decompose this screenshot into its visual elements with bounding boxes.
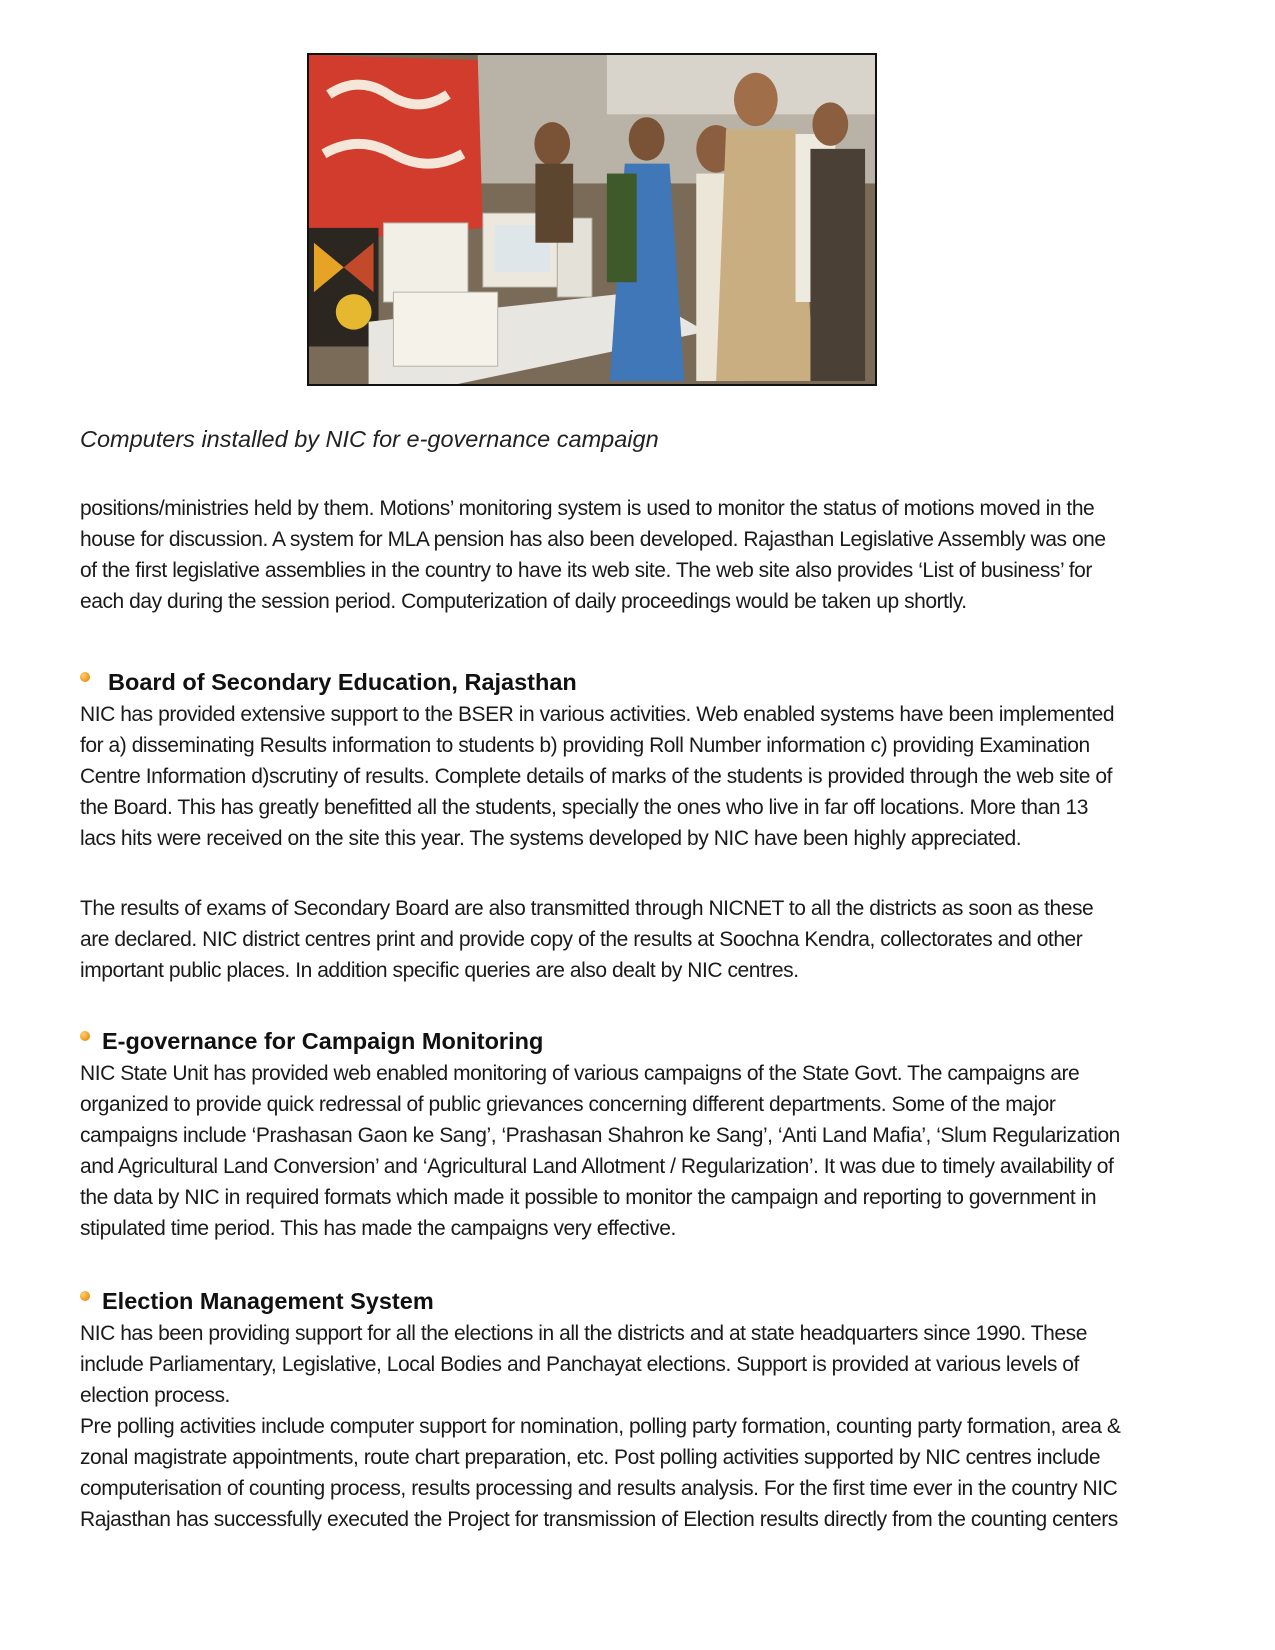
section-heading-text: Board of Secondary Education, Rajasthan [108, 668, 577, 695]
text-line: positions/ministries held by them. Motions’ monitoring system is used to monitor the status of motions moved in the [80, 497, 1095, 520]
section-heading-election-management [80, 1286, 434, 1316]
orange-bullet-icon [80, 1291, 90, 1301]
text-line: The results of exams of Secondary Board are also transmitted through NICNET to all the districts as soon as these [80, 897, 1094, 920]
text-line: campaigns include ‘Prashasan Gaon ke Sang’, ‘Prashasan Shahron ke Sang’, ‘Anti Land Mafia’, ‘Slum Regularization [80, 1124, 1120, 1147]
text-line: of the first legislative assemblies in the country to have its web site. The web site also provides ‘List of business’ for [80, 559, 1092, 582]
text-line: the data by NIC in required formats which made it possible to monitor the campaign and reporting to government in [80, 1186, 1097, 1209]
text-line: computerisation of counting process, results processing and results analysis. For the first time ever in the country NIC [80, 1477, 1118, 1500]
text-line: are declared. NIC district centres print and provide copy of the results at Soochna Kendra, collectorates and other [80, 928, 1083, 951]
election-paragraph [80, 1318, 1195, 1535]
text-line: important public places. In addition specific queries are also dealt by NIC centres. [80, 959, 799, 982]
text-line: house for discussion. A system for MLA pension has also been developed. Rajasthan Legislative Assembly was one [80, 528, 1106, 551]
campaign-photo-illustration [309, 55, 875, 384]
intro-paragraph [80, 493, 1195, 617]
text-line: NIC State Unit has provided web enabled monitoring of various campaigns of the State Govt. The campaigns are [80, 1062, 1080, 1085]
text-line: for a) disseminating Results information to students b) providing Roll Number information c) providing Examination [80, 734, 1090, 757]
section-heading-campaign-monitoring [80, 1026, 543, 1056]
text-line: NIC has provided extensive support to the BSER in various activities. Web enabled systems have been implemented [80, 703, 1115, 726]
section-heading-text: E-governance for Campaign Monitoring [102, 1027, 544, 1054]
orange-bullet-icon [80, 1031, 90, 1041]
text-line: lacs hits were received on the site this year. The systems developed by NIC have been highly appreciated. [80, 827, 1022, 850]
campaign-photo [307, 53, 877, 386]
orange-bullet-icon [80, 672, 90, 682]
text-line: and Agricultural Land Conversion’ and ‘Agricultural Land Allotment / Regularization’. It was due to timely availability of [80, 1155, 1114, 1178]
section-heading-bser [80, 667, 577, 697]
text-line: the Board. This has greatly benefitted all the students, specially the ones who live in far off locations. More than 13 [80, 796, 1088, 819]
text-line: election process. [80, 1384, 230, 1407]
photo-caption: Computers installed by NIC for e-governance campaign [80, 426, 659, 452]
campaign-paragraph [80, 1058, 1195, 1244]
text-line: NIC has been providing support for all the elections in all the districts and at state headquarters since 1990. These [80, 1322, 1087, 1345]
text-line: Centre Information d)scrutiny of results. Complete details of marks of the students is provided through the web site of [80, 765, 1112, 788]
text-line: stipulated time period. This has made the campaigns very effective. [80, 1217, 676, 1240]
bser-paragraph-2 [80, 893, 1195, 986]
text-line: Rajasthan has successfully executed the Project for transmission of Election results directly from the counting centers [80, 1508, 1118, 1531]
text-line: organized to provide quick redressal of public grievances concerning different departments. Some of the major [80, 1093, 1056, 1116]
text-line: include Parliamentary, Legislative, Local Bodies and Panchayat elections. Support is provided at various levels of [80, 1353, 1079, 1376]
text-line: Pre polling activities include computer support for nomination, polling party formation, counting party formation, area & [80, 1415, 1121, 1438]
text-line: zonal magistrate appointments, route chart preparation, etc. Post polling activities supported by NIC centres include [80, 1446, 1101, 1469]
section-heading-text: Election Management System [102, 1287, 434, 1314]
text-line: each day during the session period. Computerization of daily proceedings would be taken up shortly. [80, 590, 967, 613]
bser-paragraph-1 [80, 699, 1195, 854]
